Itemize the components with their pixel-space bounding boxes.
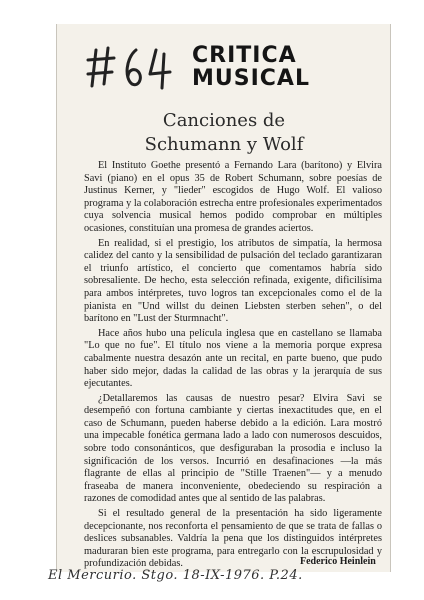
- article-paragraph: Hace años hubo una película inglesa que en castellano se llamaba "Lo que no fue". El título nos viene a la memoria porque expresa cabalmente nuestra desazón ante un recital, en parte bueno, que pudo haber sido mejor, dadas la calidad de las obras y la jerarquía de sus ejecutantes.: [84, 327, 382, 390]
- article-paragraph: Si el resultado general de la presentación ha sido ligeramente decepcionante, nos reconforta el pensamiento de que se trata de fallas o deslices subsanables. Valdría la pena que los distinguidos intérpretes maduraran bien este programa, para entregarlo con la escrupulosidad y profundización debidas.: [84, 508, 382, 570]
- article-paragraph: ¿Detallaremos las causas de nuestro pesar? Elvira Savi se desempeñó con fortuna cambiante y ciertas inexactitudes que, en el caso de Schumann, pueden haberse debido a la edición. Lara mostró una impecable fonética germana lado a lado con numerosos descuidos, sobre todo consonánticos, que desfiguraban la prosodia e incluso la significación de los versos. Incurrió en desafinaciones —la más flagrante de ellas al principio de "Stille Traenen"— y a menudo fraseaba de manera inconveniente, obedeciendo su respiración a razones de comodidad antes que al sentido de las palabras.: [84, 392, 382, 505]
- article-body: [84, 160, 382, 573]
- handwritten-source-note: El Mercurio. Stgo. 18-IX-1976. P.24.: [48, 568, 303, 583]
- headline-line1: Canciones de: [162, 110, 286, 131]
- section-title-line1: CRITICA: [192, 43, 297, 68]
- headline-line2: Schumann y Wolf: [144, 134, 304, 155]
- section-title-line2: MUSICAL: [192, 66, 310, 91]
- article-paragraph: El Instituto Goethe presentó a Fernando Lara (barítono) y Elvira Savi (piano) en el opus 35 de Robert Schumann, sobre poesías de Justinus Kerner, y "lieder" escogidos de Hugo Wolf. El valioso programa y la colaboración estrecha entre profesionales experimentados cuya solvencia musical hemos podido comprobar en múltiples ocasiones, constituían una promesa de grandes aciertos.: [84, 160, 382, 234]
- handwritten-number-mark: [86, 44, 176, 90]
- article-paragraph: En realidad, si el prestigio, los atributos de simpatía, la hermosa calidez del canto y la sensibilidad de pulsación del teclado garantizaran el triunfo artístico, el concierto que comentamos habría sido sobresaliente. De hecho, esta selección refinada, exigente, dificilísima para ambos intérpretes, tuvo logros tan excepcionales como el de la pianista en "Und willst du deinen Liebsten sterben sehen", o del barítono en "Lust der Sturmnacht".: [84, 237, 382, 325]
- section-title: [192, 44, 310, 90]
- byline: Federico Heinlein: [300, 556, 376, 567]
